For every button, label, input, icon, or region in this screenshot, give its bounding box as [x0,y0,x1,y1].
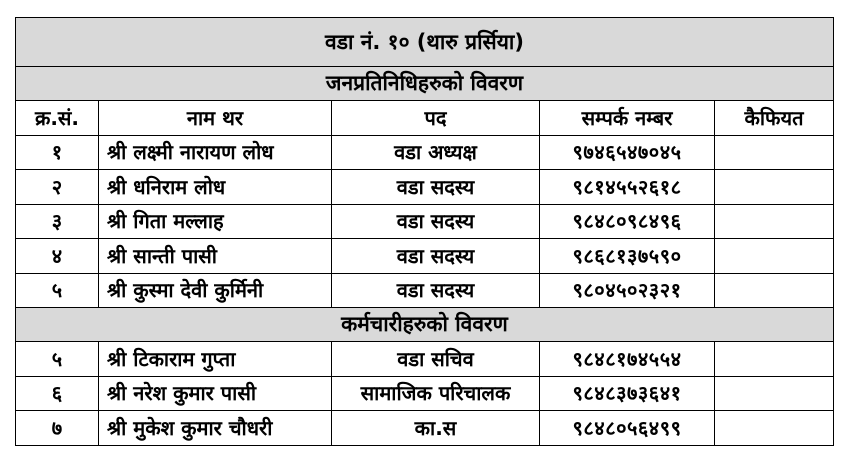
header-phone: सम्पर्क नम्बर [540,101,715,136]
post-cell: वडा सचिव [332,342,540,377]
post-cell: का.स [332,411,540,446]
serial-cell: ६ [16,376,99,411]
header-post: पद [332,101,540,136]
name-cell: श्री गिता मल्लाह [99,204,332,239]
remarks-cell [715,204,834,239]
phone-cell: ९८४८०९८४९६ [540,204,715,239]
serial-cell: ५ [16,342,99,377]
table-row [16,273,834,308]
staff-heading: कर्मचारीहरुको विवरण [16,308,834,342]
name-cell: श्री धनिराम लोध [99,170,332,205]
serial-cell: २ [16,170,99,205]
representatives-heading-row [16,67,834,101]
name-cell: श्री टिकाराम गुप्ता [99,342,332,377]
post-cell: सामाजिक परिचालक [332,376,540,411]
remarks-cell [715,135,834,170]
post-cell: वडा अध्यक्ष [332,135,540,170]
serial-cell: ५ [16,273,99,308]
table-row [16,135,834,170]
staff-heading-row [16,308,834,342]
table-row [16,239,834,274]
ward-title: वडा नं. १० (थारु प्रर्सिया) [16,18,834,67]
table-row [16,170,834,205]
remarks-cell [715,239,834,274]
remarks-cell [715,342,834,377]
post-cell: वडा सदस्य [332,273,540,308]
phone-cell: ९८४८०५६४९९ [540,411,715,446]
name-cell: श्री सान्ती पासी [99,239,332,274]
serial-cell: ४ [16,239,99,274]
remarks-cell [715,170,834,205]
serial-cell: १ [16,135,99,170]
header-name: नाम थर [99,101,332,136]
table-row [16,342,834,377]
name-cell: श्री मुकेश कुमार चौधरी [99,411,332,446]
phone-cell: ९८०४५०२३२१ [540,273,715,308]
phone-cell: ९७४६५४७०४५ [540,135,715,170]
phone-cell: ९८१४५५२६१८ [540,170,715,205]
name-cell: श्री नरेश कुमार पासी [99,376,332,411]
post-cell: वडा सदस्य [332,239,540,274]
header-serial: क्र.सं. [16,101,99,136]
post-cell: वडा सदस्य [332,170,540,205]
representatives-body [16,135,834,342]
title-row [16,18,834,67]
column-header-row [16,101,834,136]
remarks-cell [715,273,834,308]
serial-cell: ३ [16,204,99,239]
header-remarks: कैफियत [715,101,834,136]
name-cell: श्री कुस्मा देवी कुर्मिनी [99,273,332,308]
serial-cell: ७ [16,411,99,446]
name-cell: श्री लक्ष्मी नारायण लोध [99,135,332,170]
phone-cell: ९८४८३७३६४१ [540,376,715,411]
representatives-heading: जनप्रतिनिधिहरुको विवरण [16,67,834,101]
post-cell: वडा सदस्य [332,204,540,239]
ward-details-table [15,17,834,446]
phone-cell: ९८४८१७४५५४ [540,342,715,377]
staff-body [16,342,834,446]
phone-cell: ९८६८१३७५९० [540,239,715,274]
table-row [16,376,834,411]
remarks-cell [715,376,834,411]
table-row [16,204,834,239]
remarks-cell [715,411,834,446]
table-row [16,411,834,446]
